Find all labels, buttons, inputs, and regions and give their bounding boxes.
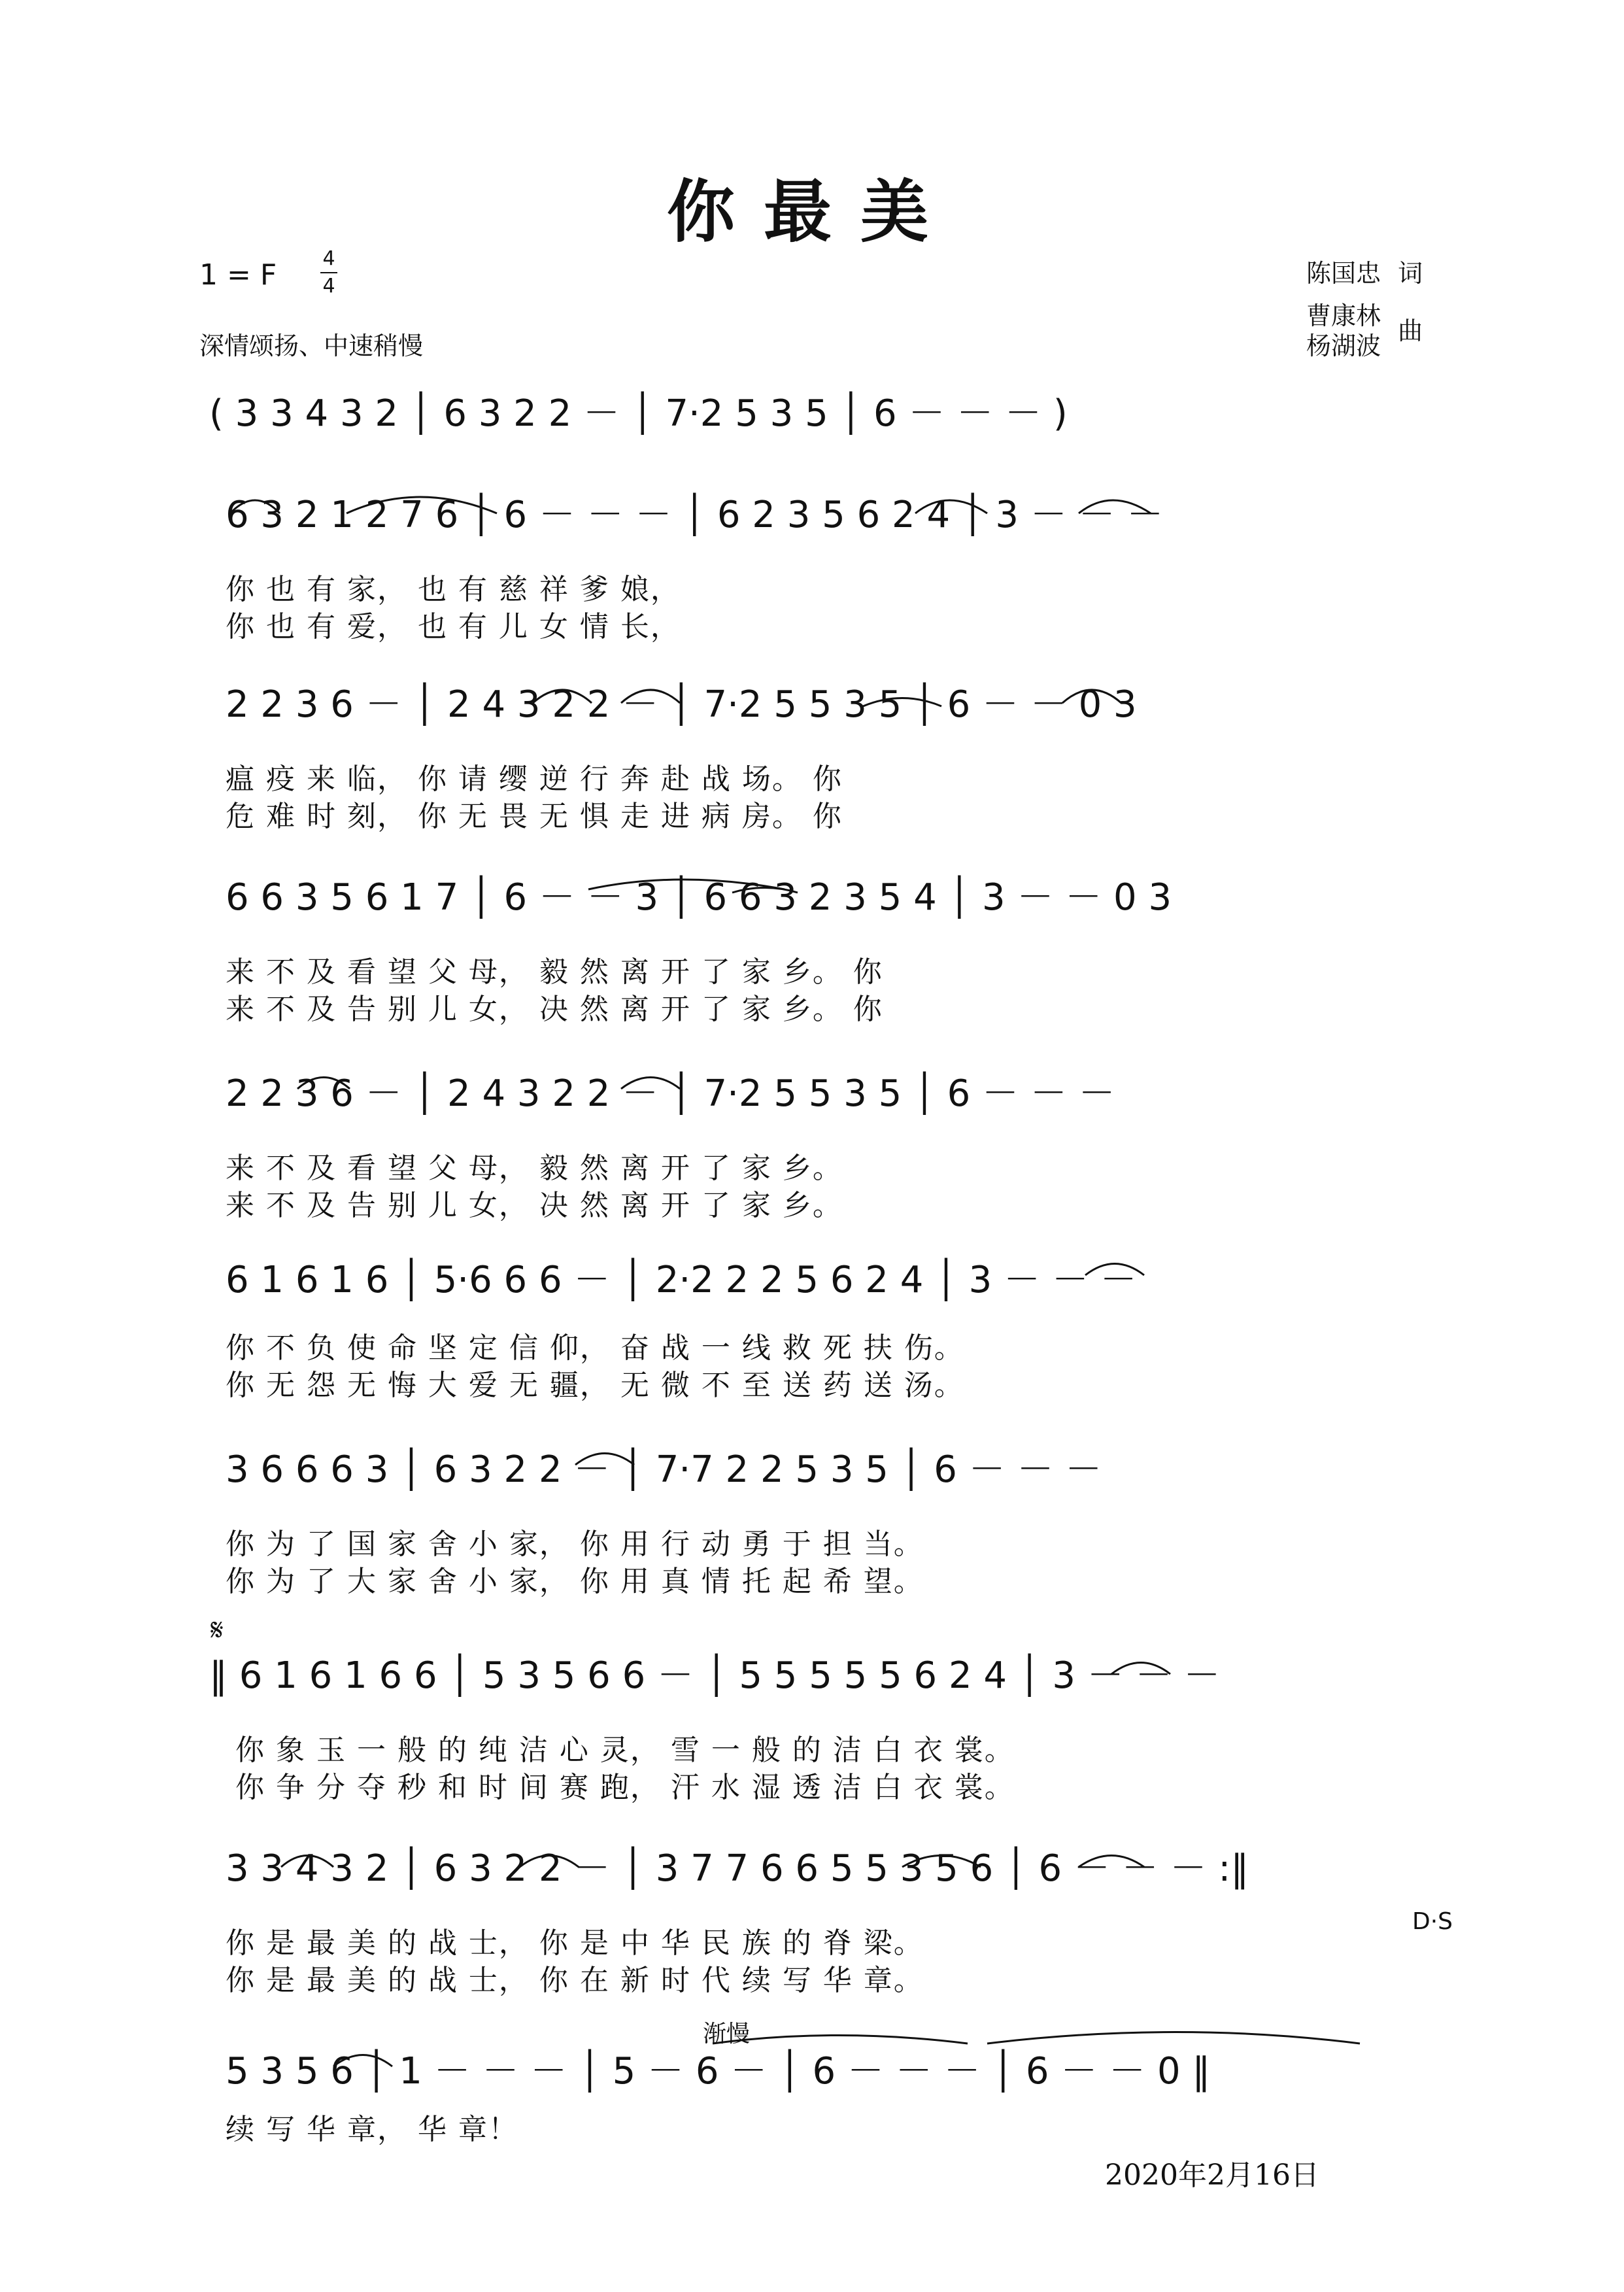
lyric-verse-2: 你 无 怨 无 悔 大 爱 无 疆， 无 微 不 至 送 药 送 汤。 — [226, 1369, 964, 1402]
slur-mark — [1111, 1663, 1170, 1675]
lyric-verse-1: 续 写 华 章， 华 章！ — [226, 2113, 518, 2146]
slur-mark — [575, 1454, 634, 1465]
slur-mark — [902, 1856, 981, 1868]
lyric-verse-1: 你 为 了 国 家 舍 小 家， 你 用 行 动 勇 于 担 当。 — [226, 1528, 924, 1561]
slur-mark — [621, 690, 680, 703]
slur-mark — [1062, 690, 1121, 703]
notation-text: ( 3 3 4 3 2 │ 6 3 2 2 － │ 7·2 5 3 5 │ 6 － － － ) — [209, 392, 1068, 435]
lyric-verse-2: 你 为 了 大 家 舍 小 家， 你 用 真 情 托 起 希 望。 — [226, 1565, 924, 1598]
notation-text: ‖ 6 1 6 1 6 6 │ 5 3 5 6 6 － │ 5 5 5 5 5 6 2 4 │ 3 － － － — [209, 1654, 1221, 1697]
composer-name-1: 曹康林 — [1306, 301, 1381, 330]
composer-role: 曲 — [1398, 316, 1423, 345]
slur-mark — [621, 1078, 680, 1089]
notation-text: 6 3 2 1 2 7 6 │ 6 － － － │ 6 2 3 5 6 2 4 │ 3 － － － — [226, 494, 1164, 536]
lyric-verse-1: 瘟 疫 来 临， 你 请 缨 逆 行 奔 赴 战 场。 你 — [226, 762, 843, 796]
dal-segno-mark: D·S — [1412, 1908, 1453, 1935]
slur-mark — [230, 500, 280, 513]
segno-sign: 𝄋 — [211, 1612, 224, 1647]
composer-name-2: 杨湖波 — [1306, 332, 1381, 360]
time-signature-bottom: 4 — [322, 275, 335, 298]
lyric-verse-2: 来 不 及 告 别 儿 女， 决 然 离 开 了 家 乡。 — [226, 1189, 843, 1222]
slur-mark — [1079, 500, 1151, 513]
lyric-verse-1: 你 也 有 家， 也 有 慈 祥 爹 娘， — [226, 573, 681, 606]
slur-mark — [520, 1856, 579, 1868]
slur-mark — [987, 2032, 1360, 2044]
gradual-slow-mark: 渐慢 — [703, 2021, 751, 2047]
lyric-verse-1: 你 不 负 使 命 坚 定 信 仰， 奋 战 一 线 救 死 扶 伤。 — [226, 1331, 964, 1365]
time-signature-top: 4 — [322, 247, 335, 270]
lyric-verse-1: 来 不 及 看 望 父 母， 毅 然 离 开 了 家 乡。 你 — [226, 955, 883, 989]
slur-mark — [713, 2036, 968, 2044]
song-title: 你最美 — [666, 171, 957, 252]
lyric-verse-1: 你 是 最 美 的 战 士， 你 是 中 华 民 族 的 脊 梁。 — [226, 1926, 924, 1960]
lyricist-name: 陈国忠 — [1306, 259, 1381, 288]
lyric-verse-1: 你 象 玉 一 般 的 纯 洁 心 灵， 雪 一 般 的 洁 白 衣 裳。 — [235, 1734, 1015, 1767]
slur-mark — [281, 1856, 333, 1868]
notation-text: 3 6 6 6 3 │ 6 3 2 2 － │ 7·7 2 2 5 3 5 │ 6 － － － — [226, 1448, 1102, 1491]
notation-text: 6 6 3 5 6 1 7 │ 6 － － 3 │ 6 6 3 2 3 5 4 │ 3 － － 0 3 — [226, 876, 1172, 919]
lyric-verse-2: 你 是 最 美 的 战 士， 你 在 新 时 代 续 写 华 章。 — [226, 1964, 924, 1997]
notation-text: 6 1 6 1 6 │ 5·6 6 6 － │ 2·2 2 2 5 6 2 4 │ 3 － － － — [226, 1259, 1137, 1301]
slur-mark — [347, 497, 497, 513]
lyric-verse-2: 你 也 有 爱， 也 有 儿 女 情 长， — [226, 610, 681, 643]
key-signature: 1 = F — [199, 258, 277, 292]
slur-mark — [915, 500, 987, 513]
slur-mark — [1079, 1856, 1144, 1868]
notation-text: 5 3 5 6 │ 1 － － － │ 5 － 6 － │ 6 － － － │ 6 － － 0 ‖ — [226, 2050, 1211, 2093]
lyric-verse-2: 危 难 时 刻， 你 无 畏 无 惧 走 进 病 房。 你 — [226, 800, 843, 833]
slur-mark — [1085, 1264, 1144, 1276]
slur-mark — [863, 698, 941, 707]
lyric-verse-1: 来 不 及 看 望 父 母， 毅 然 离 开 了 家 乡。 — [226, 1152, 843, 1185]
notation-text: 2 2 3 6 － │ 2 4 3 2 2 － │ 7·2 5 5 3 5 │ 6 － － － — [226, 1072, 1115, 1115]
composition-date: 2020年2月16日 — [1105, 2159, 1319, 2192]
notation-text: 3 3 4 3 2 │ 6 3 2 2 － │ 3 7 7 6 6 5 5 3 5 6 │ 6 － － － :‖ — [226, 1847, 1249, 1890]
lyricist-role: 词 — [1398, 259, 1423, 288]
lyric-verse-2: 你 争 分 夺 秒 和 时 间 赛 跑， 汗 水 湿 透 洁 白 衣 裳。 — [235, 1771, 1015, 1804]
slur-mark — [297, 1078, 350, 1089]
lyric-verse-2: 来 不 及 告 别 儿 女， 决 然 离 开 了 家 乡。 你 — [226, 993, 883, 1026]
slur-mark — [732, 888, 798, 893]
tempo-marking: 深情颂扬、中速稍慢 — [199, 332, 424, 360]
notation-text: 2 2 3 6 － │ 2 4 3 2 2 － │ 7·2 5 5 3 5 │ 6 － － 0 3 — [226, 683, 1137, 726]
slur-mark — [333, 2055, 392, 2067]
slur-mark — [533, 690, 592, 703]
